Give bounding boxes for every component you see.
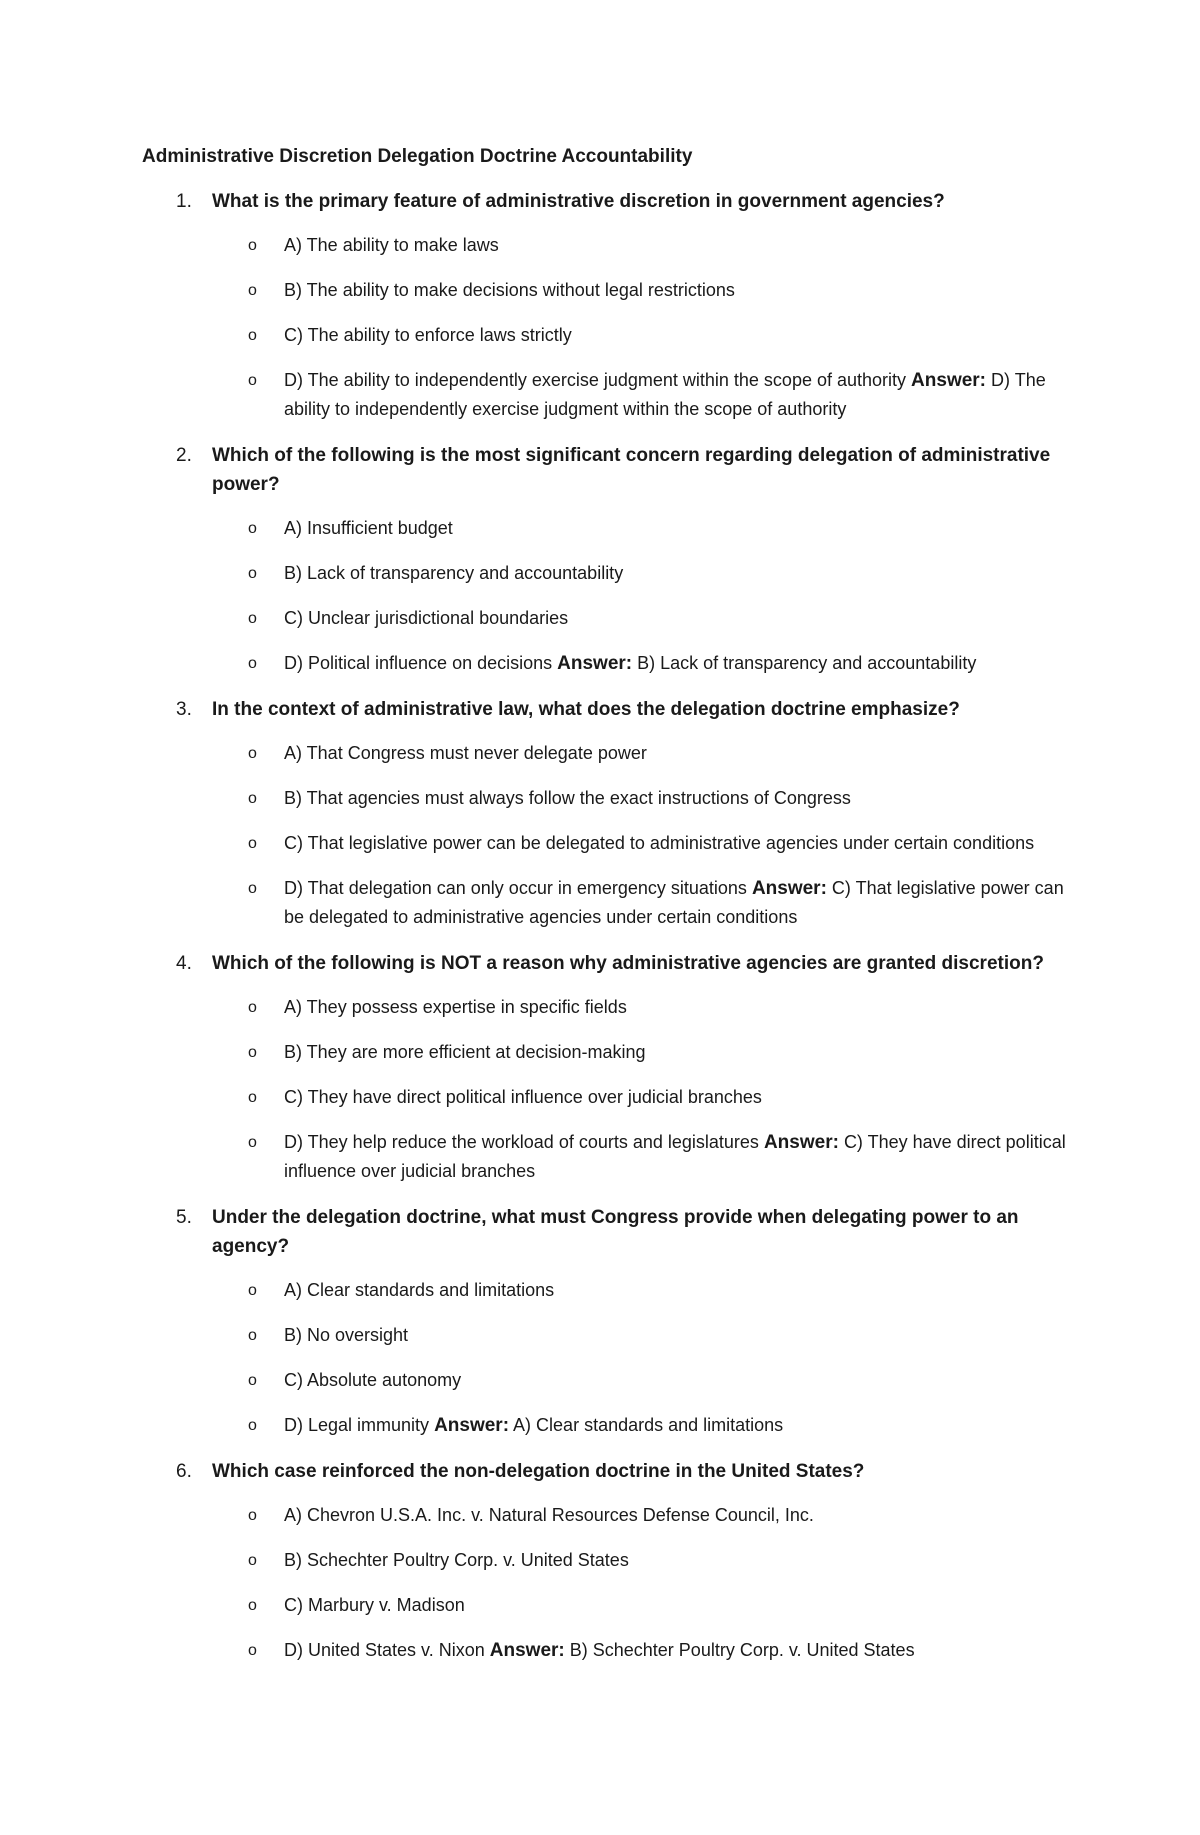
option-text: D) Legal immunity xyxy=(284,1415,430,1435)
option-text: A) The ability to make laws xyxy=(284,235,499,255)
answer-text: C) That legislative power can be delegated to administrative agencies under certain conditions xyxy=(284,878,1064,927)
question-number: 4. xyxy=(176,953,192,974)
answer-text: C) They have direct political influence over judicial branches xyxy=(284,1132,1066,1181)
option-item xyxy=(212,1411,1080,1440)
bullet-icon: o xyxy=(248,1417,257,1434)
option-item xyxy=(212,1501,1080,1530)
bullet-icon: o xyxy=(248,1089,257,1106)
bullet-icon: o xyxy=(248,1282,257,1299)
option-text: A) Clear standards and limitations xyxy=(284,1280,555,1300)
option-text: A) That Congress must never delegate power xyxy=(284,743,647,763)
option-list xyxy=(212,514,1080,678)
bullet-icon: o xyxy=(248,565,257,582)
bullet-icon: o xyxy=(248,999,257,1016)
option-item xyxy=(212,231,1080,260)
option-item xyxy=(212,1128,1080,1186)
question-number: 6. xyxy=(176,1461,192,1482)
option-text: D) Political influence on decisions xyxy=(284,653,553,673)
question-number: 3. xyxy=(176,699,192,720)
page-title: Administrative Discretion Delegation Doctrine Accountability xyxy=(142,146,693,167)
bullet-icon: o xyxy=(248,610,257,627)
option-list xyxy=(212,231,1080,424)
option-item xyxy=(212,559,1080,588)
option-item xyxy=(212,1366,1080,1395)
question-list xyxy=(142,187,1080,1665)
option-item xyxy=(212,1276,1080,1305)
answer-label: Answer: xyxy=(557,653,633,674)
option-text: C) That legislative power can be delegated to administrative agencies under certain conditions xyxy=(284,833,1035,853)
option-text: C) Marbury v. Madison xyxy=(284,1595,465,1615)
option-text: C) Unclear jurisdictional boundaries xyxy=(284,608,569,628)
bullet-icon: o xyxy=(248,1134,257,1151)
question-text: What is the primary feature of administrative discretion in government agencies? xyxy=(212,191,945,212)
question-item xyxy=(142,1203,1080,1440)
option-text: B) The ability to make decisions without legal restrictions xyxy=(284,280,735,300)
option-item xyxy=(212,604,1080,633)
question-item xyxy=(142,441,1080,678)
option-item xyxy=(212,276,1080,305)
question-text: Under the delegation doctrine, what must Congress provide when delegating power to an agency? xyxy=(212,1207,1019,1257)
option-item xyxy=(212,784,1080,813)
answer-text: B) Schechter Poultry Corp. v. United States xyxy=(569,1640,915,1660)
option-text: B) They are more efficient at decision-making xyxy=(284,1042,646,1062)
option-text: C) Absolute autonomy xyxy=(284,1370,462,1390)
bullet-icon: o xyxy=(248,237,257,254)
option-text: D) United States v. Nixon xyxy=(284,1640,485,1660)
option-item xyxy=(212,739,1080,768)
answer-text: A) Clear standards and limitations xyxy=(513,1415,784,1435)
question-number: 1. xyxy=(176,191,192,212)
bullet-icon: o xyxy=(248,745,257,762)
question-text: Which of the following is the most significant concern regarding delegation of administrative power? xyxy=(212,445,1051,495)
question-text: In the context of administrative law, what does the delegation doctrine emphasize? xyxy=(212,699,960,720)
option-item xyxy=(212,874,1080,932)
option-text: B) That agencies must always follow the exact instructions of Congress xyxy=(284,788,851,808)
option-item xyxy=(212,1546,1080,1575)
option-item xyxy=(212,1591,1080,1620)
question-item xyxy=(142,187,1080,424)
option-text: D) The ability to independently exercise judgment within the scope of authority xyxy=(284,370,907,390)
question-number: 5. xyxy=(176,1207,192,1228)
answer-label: Answer: xyxy=(911,370,987,391)
option-text: B) Lack of transparency and accountability xyxy=(284,563,624,583)
bullet-icon: o xyxy=(248,1372,257,1389)
question-number: 2. xyxy=(176,445,192,466)
option-text: C) They have direct political influence over judicial branches xyxy=(284,1087,762,1107)
question-item xyxy=(142,695,1080,932)
option-text: D) They help reduce the workload of courts and legislatures xyxy=(284,1132,759,1152)
bullet-icon: o xyxy=(248,372,257,389)
option-list xyxy=(212,1501,1080,1665)
answer-text: B) Lack of transparency and accountability xyxy=(637,653,977,673)
option-text: D) That delegation can only occur in emergency situations xyxy=(284,878,747,898)
bullet-icon: o xyxy=(248,1552,257,1569)
answer-label: Answer: xyxy=(763,1132,839,1153)
bullet-icon: o xyxy=(248,1642,257,1659)
answer-label: Answer: xyxy=(751,878,827,899)
bullet-icon: o xyxy=(248,1327,257,1344)
question-item xyxy=(142,1457,1080,1665)
answer-label: Answer: xyxy=(489,1640,565,1661)
question-text: Which of the following is NOT a reason why administrative agencies are granted discretion? xyxy=(212,953,1044,974)
option-item xyxy=(212,514,1080,543)
option-text: A) Insufficient budget xyxy=(284,518,453,538)
option-text: C) The ability to enforce laws strictly xyxy=(284,325,572,345)
bullet-icon: o xyxy=(248,520,257,537)
option-list xyxy=(212,993,1080,1186)
bullet-icon: o xyxy=(248,835,257,852)
answer-label: Answer: xyxy=(434,1415,510,1436)
bullet-icon: o xyxy=(248,655,257,672)
option-item xyxy=(212,366,1080,424)
option-text: A) Chevron U.S.A. Inc. v. Natural Resources Defense Council, Inc. xyxy=(284,1505,814,1525)
bullet-icon: o xyxy=(248,880,257,897)
option-item xyxy=(212,649,1080,678)
bullet-icon: o xyxy=(248,1507,257,1524)
bullet-icon: o xyxy=(248,1044,257,1061)
option-list xyxy=(212,739,1080,932)
bullet-icon: o xyxy=(248,790,257,807)
option-item xyxy=(212,1083,1080,1112)
bullet-icon: o xyxy=(248,1597,257,1614)
option-list xyxy=(212,1276,1080,1440)
option-item xyxy=(212,1038,1080,1067)
option-text: B) Schechter Poultry Corp. v. United States xyxy=(284,1550,629,1570)
bullet-icon: o xyxy=(248,282,257,299)
option-item xyxy=(212,1636,1080,1665)
option-item xyxy=(212,993,1080,1022)
option-text: B) No oversight xyxy=(284,1325,409,1345)
bullet-icon: o xyxy=(248,327,257,344)
question-text: Which case reinforced the non-delegation doctrine in the United States? xyxy=(212,1461,865,1482)
option-text: A) They possess expertise in specific fields xyxy=(284,997,627,1017)
question-item xyxy=(142,949,1080,1186)
option-item xyxy=(212,1321,1080,1350)
answer-text: D) The ability to independently exercise judgment within the scope of authority xyxy=(284,370,1046,419)
option-item xyxy=(212,829,1080,858)
option-item xyxy=(212,321,1080,350)
